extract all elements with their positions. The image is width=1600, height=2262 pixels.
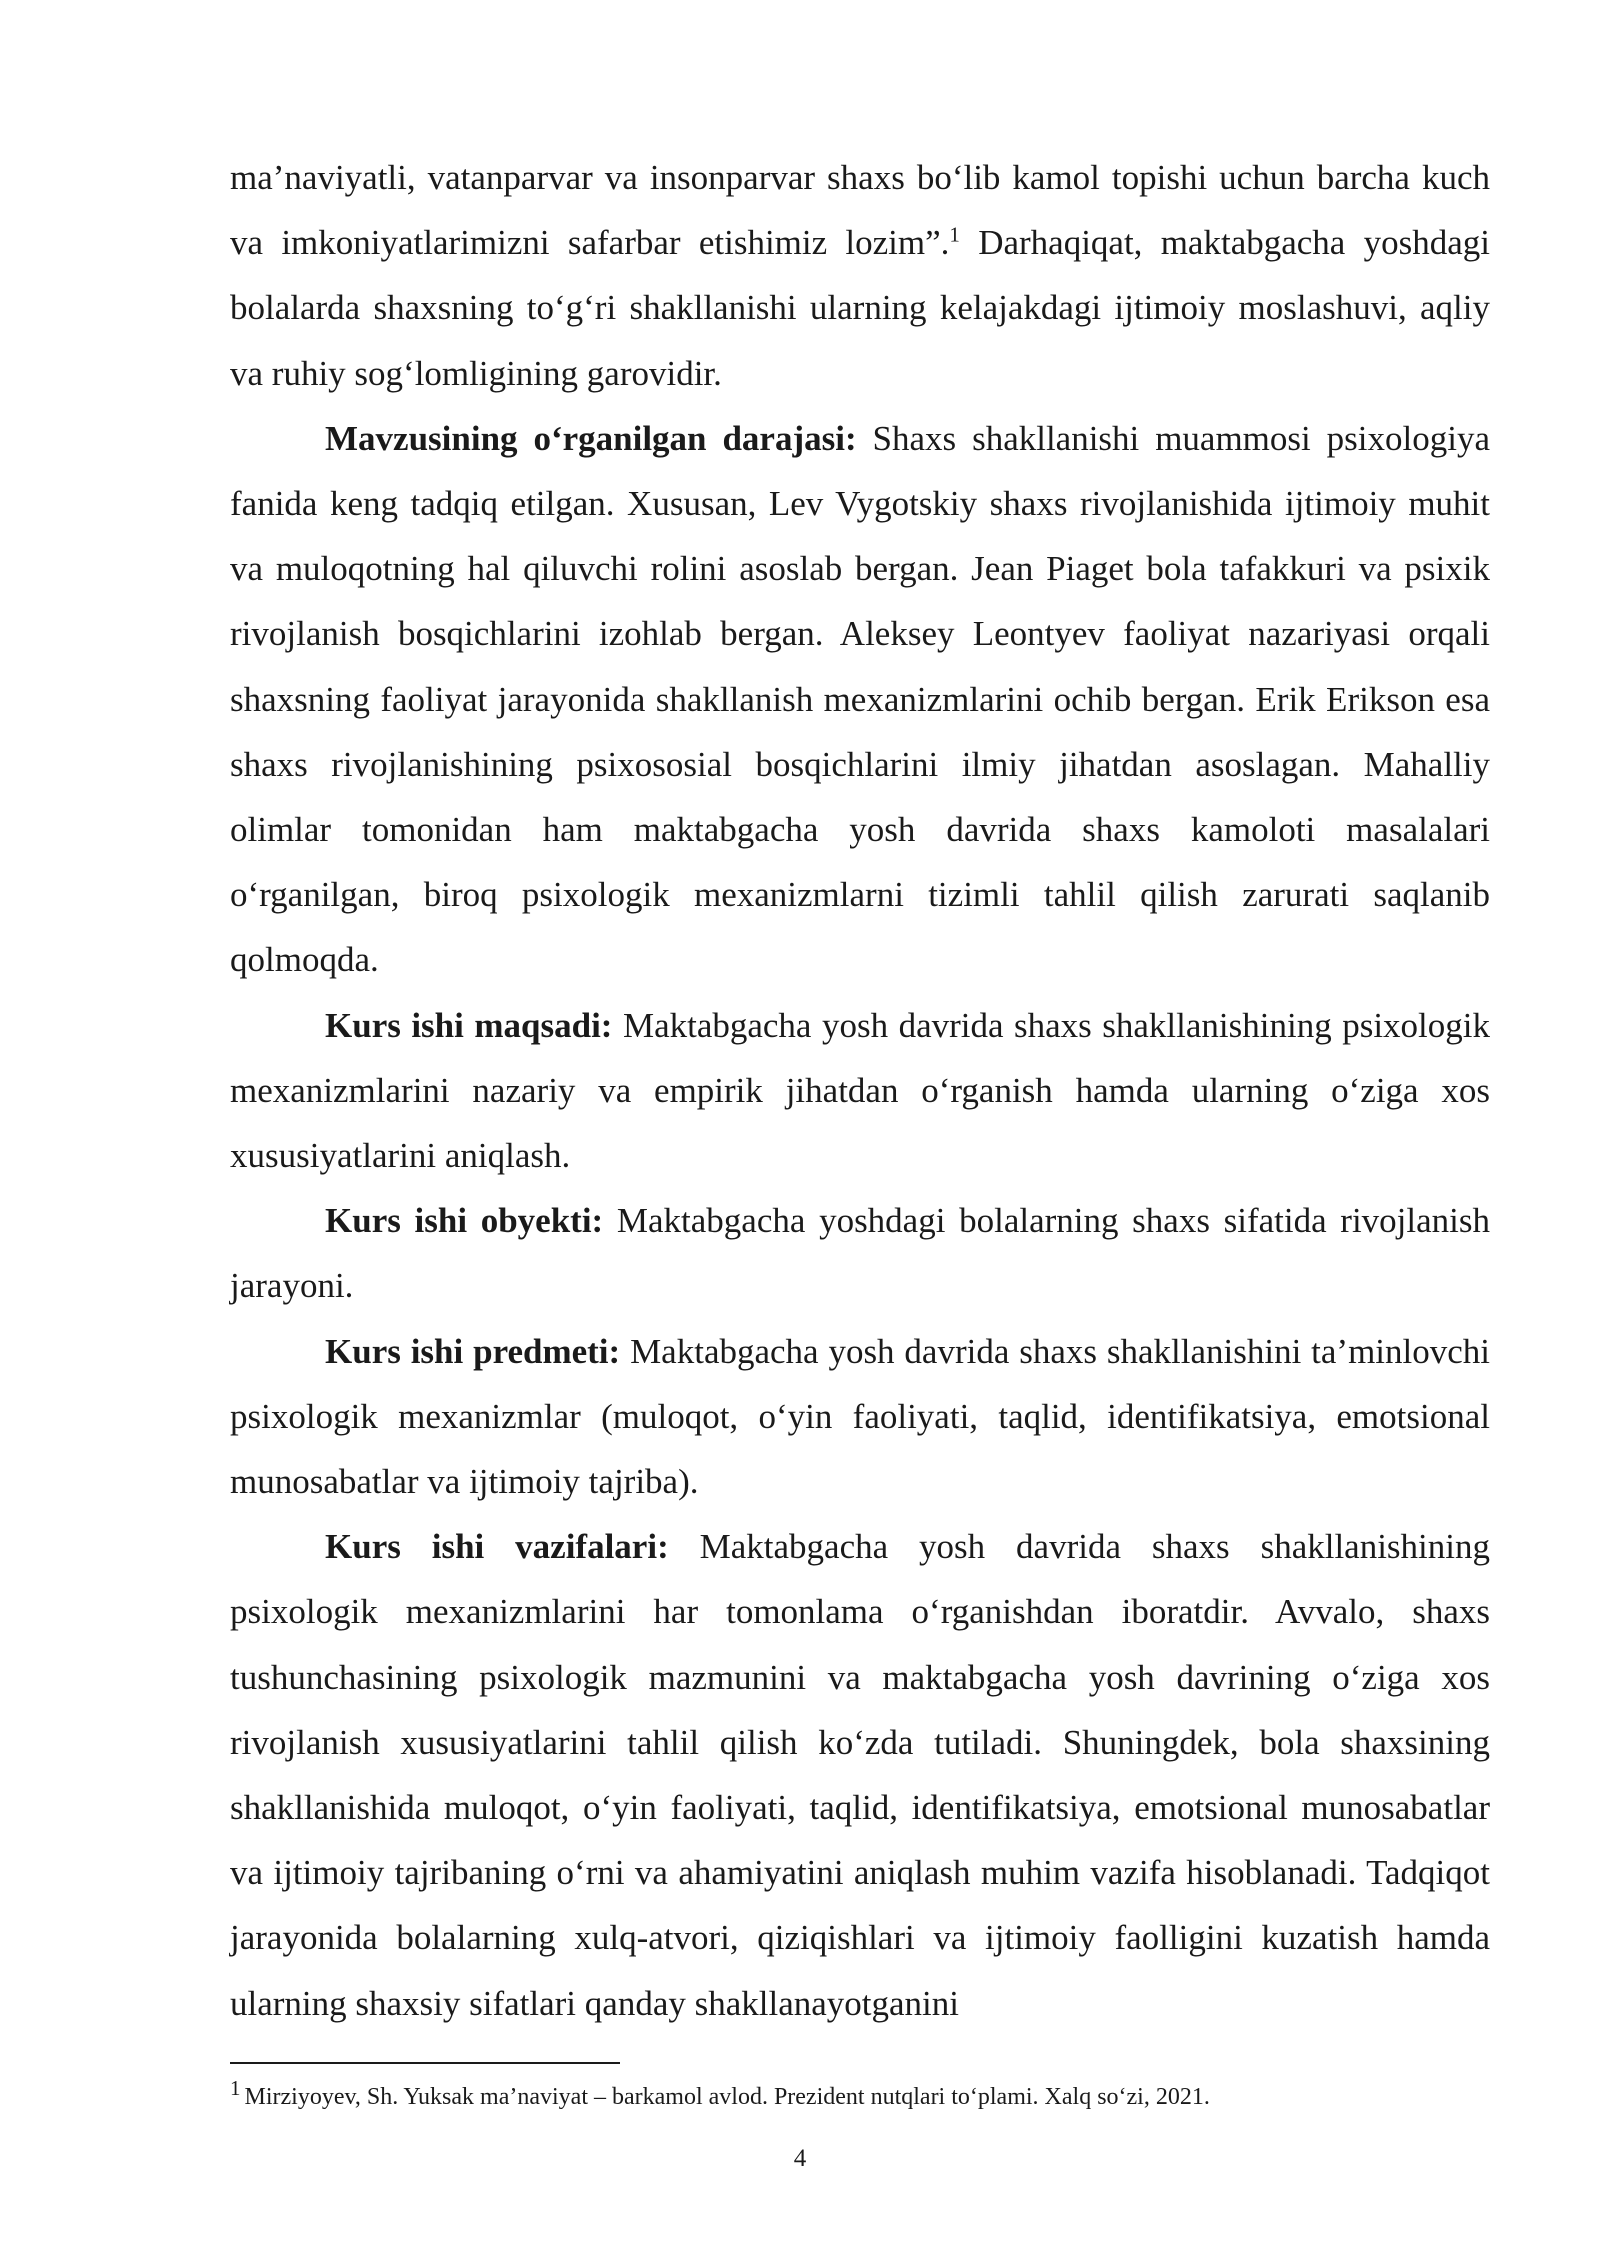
paragraph-research-level [230, 406, 1490, 993]
paragraph-text: Maktabgacha yosh davrida shaxs shakllanishini ta’minlovchi psixologik mexanizmlar (muloqot, o‘yin faoliyati, taqlid, identifikatsiya, emotsional munosabatlar va ijtimoiy tajriba). [230, 1331, 1490, 1502]
paragraph-text: Shaxs shakllanishi muammosi psixologiya fanida keng tadqiq etilgan. Xususan, Lev Vygotskiy shaxs rivojlanishida ijtimoiy muhit va muloqotning hal qiluvchi rolini asoslab bergan. Jean Piaget bola tafakkuri va psixik rivojlanish bosqichlarini izohlab bergan. Aleksey Leontyev faoliyat nazariyasi orqali shaxsning faoliyat jarayonida shakllanish mexanizmlarini ochib bergan. Erik Erikson esa shaxs rivojlanishining psixososial bosqichlarini ilmiy jihatdan asoslagan. Mahalliy olimlar tomonidan ham maktabgacha yosh davrida shaxs kamoloti masalalari o‘rganilgan, biroq psixologik mexanizmlarni tizimli tahlil qilish zarurati saqlanib qolmoqda. [230, 418, 1490, 980]
paragraph-text: Maktabgacha yosh davrida shaxs shakllanishining psixologik mexanizmlarini nazariy va empirik jihatdan o‘rganish hamda ularning o‘ziga xos xususiyatlarini aniqlash. [230, 1005, 1490, 1176]
section-heading: Mavzusining o‘rganilgan darajasi: [325, 418, 857, 458]
section-heading: Kurs ishi predmeti: [325, 1331, 621, 1371]
footnote [230, 2076, 1490, 2114]
footnote-divider [230, 2062, 620, 2064]
footnote-text: Mirziyoyev, Sh. Yuksak ma’naviyat – barkamol avlod. Prezident nutqlari to‘plami. Xalq so‘zi, 2021. [244, 2084, 1210, 2110]
footnote-reference[interactable]: 1 [949, 222, 960, 247]
section-heading: Kurs ishi maqsadi: [325, 1005, 613, 1045]
paragraph-subject [230, 1319, 1490, 1515]
body-text [230, 145, 1490, 2036]
paragraph-text: Darhaqiqat, maktabgacha yoshdagi bolalarda shaxsning to‘g‘ri shakllanishi ularning kelajakdagi ijtimoiy moslashuvi, aqliy va ruhiy sog‘lomligining garovidir. [230, 223, 1490, 393]
paragraph-intro [230, 145, 1490, 406]
paragraph-text: Maktabgacha yosh davrida shaxs shakllanishining psixologik mexanizmlarini har tomonlama o‘rganishdan iboratdir. Avvalo, shaxs tushunchasining psixologik mazmunini va maktabgacha yosh davrining o‘ziga xos rivojlanish xususiyatlarini tahlil qilish ko‘zda tutiladi. Shuningdek, bola shaxsining shakllanishida muloqot, o‘yin faoliyati, taqlid, identifikatsiya, emotsional munosabatlar va ijtimoiy tajribaning o‘rni va ahamiyatini aniqlash muhim vazifa hisoblanadi. Tadqiqot jarayonida bolalarning xulq-atvori, qiziqishlari va ijtimoiy faolligini kuzatish hamda ularning shaxsiy sifatlari qanday shakllanayotganini [230, 1527, 1491, 2023]
section-heading: Kurs ishi vazifalari: [325, 1527, 669, 1567]
paragraph-goal [230, 993, 1490, 1189]
section-heading: Kurs ishi obyekti: [325, 1201, 604, 1241]
paragraph-text: ma’naviyatli, vatanparvar va insonparvar shaxs bo‘lib kamol topishi uchun barcha kuch va imkoniyatlarimizni safarbar etishimiz lozim”. [230, 158, 1490, 263]
footnote-number: 1 [230, 2076, 241, 2100]
paragraph-object [230, 1188, 1490, 1318]
paragraph-tasks [230, 1514, 1490, 2036]
paragraph-text: Maktabgacha yoshdagi bolalarning shaxs sifatida rivojlanish jarayoni. [230, 1201, 1490, 1306]
page-number: 4 [793, 2145, 807, 2172]
